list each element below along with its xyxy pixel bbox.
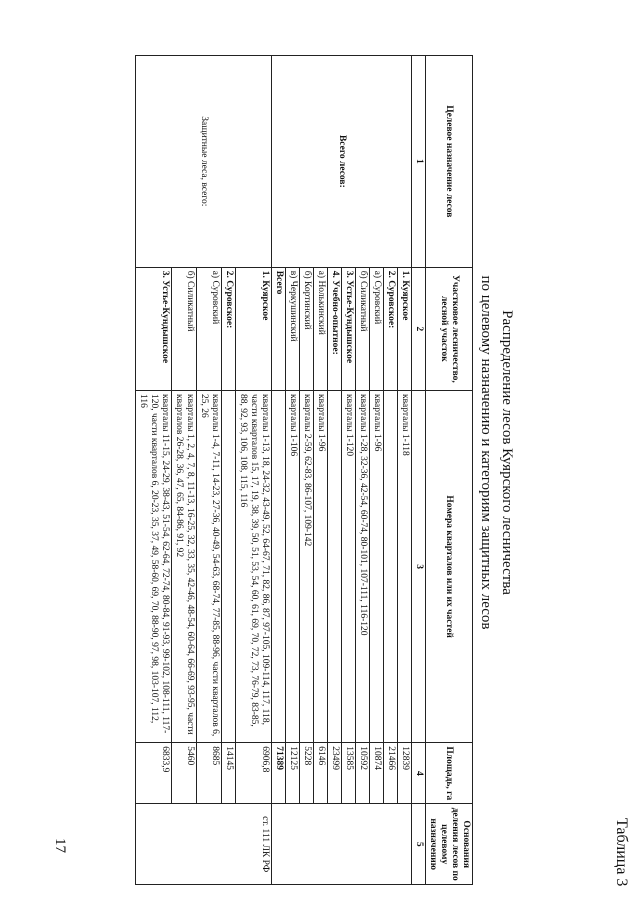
area-cell: 23499: [328, 743, 342, 804]
quarters-cell: кварталы 1-106: [286, 391, 300, 743]
column-number: 3: [412, 391, 426, 743]
district-name: 1. Куярское: [398, 267, 412, 390]
column-number: 1: [412, 56, 426, 268]
area-cell: 14145: [222, 743, 236, 804]
column-number: 5: [412, 804, 426, 885]
basis-cell-empty: [272, 804, 412, 885]
column-header-district: Участковое лесничество, лесной участок: [426, 267, 473, 390]
total-area-cell: 71389: [272, 743, 286, 804]
group-label-protective-forests: Защитные леса, всего:: [136, 56, 272, 268]
quarters-cell: кварталы 1, 2, 4, 7, 8, 11-13, 16-25, 32, 33, 35, 42-46, 48-54, 60-64, 66-69, 93-95, части кварталов 26-28, 36, 47, 65, 84-86, 91, 92: [172, 391, 197, 743]
quarters-cell: кварталы 1-120: [342, 391, 356, 743]
area-cell: 6146: [314, 743, 328, 804]
area-cell: 10874: [370, 743, 384, 804]
district-name: а) Суровский: [370, 267, 384, 390]
quarters-cell: кварталы 1-4, 7-11, 14-23, 27-36, 40-49, 54-63, 68-74, 77-85, 88-96, части кварталов 6, 25, 26: [197, 391, 222, 743]
quarters-cell: [272, 391, 286, 743]
page-number: 17: [52, 838, 68, 853]
area-cell: 21466: [384, 743, 398, 804]
column-number-row: [412, 56, 426, 885]
table-header-row: [426, 56, 473, 885]
forest-distribution-table: [135, 55, 473, 885]
district-name: 2. Суровское:: [384, 267, 398, 390]
group-label-all-forests: Всего лесов:: [272, 56, 412, 268]
district-name: б) Силикатный: [172, 267, 197, 390]
quarters-cell: кварталы 1-96: [314, 391, 328, 743]
district-name: б) Кортинский: [300, 267, 314, 390]
district-name: а) Суровский: [197, 267, 222, 390]
district-name: в) Черкушинский: [286, 267, 300, 390]
document-title: Распределение лесов Куярского лесничества: [499, 310, 515, 595]
area-cell: 13585: [342, 743, 356, 804]
district-name: 2. Суровское:: [222, 267, 236, 390]
quarters-cell: кварталы 2-59, 62-83, 86-107, 109-142: [300, 391, 314, 743]
area-cell: 6906,8: [236, 743, 272, 804]
column-header-quarters: Номера кварталов или их частей: [426, 391, 473, 743]
area-cell: 12125: [286, 743, 300, 804]
area-cell: 12839: [398, 743, 412, 804]
district-name: 4. Учебно-опытное:: [328, 267, 342, 390]
quarters-cell: [384, 391, 398, 743]
district-name: а) Нолькинский: [314, 267, 328, 390]
column-header-area: Площадь, га: [426, 743, 473, 804]
column-header-purpose: Целевое назначение лесов: [426, 56, 473, 268]
table-row: [398, 56, 412, 885]
area-cell: 6833,9: [136, 743, 172, 804]
column-number: 2: [412, 267, 426, 390]
area-cell: 5460: [172, 743, 197, 804]
document-subtitle: по целевому назначению и категориям защитных лесов: [478, 275, 494, 630]
quarters-cell: кварталы 1-13, 18, 24-32, 43-49, 52, 64-67, 71, 82, 86, 87, 97-105, 109-114, 117, 118, части кварталов 15, 17, 19, 38, 39, 50, 51, 53, 54, 60, 61, 69, 70, 72, 73, 76-79, 83-85, 88, 92, 93, 106, 108, 115, 116: [236, 391, 272, 743]
district-name: б) Силикатный: [356, 267, 370, 390]
area-cell: 5228: [300, 743, 314, 804]
quarters-cell: кварталы 1-118: [398, 391, 412, 743]
column-header-basis: Основания деления лесов по целевому назначению: [426, 804, 473, 885]
quarters-cell: [222, 391, 236, 743]
total-label: Всего: [272, 267, 286, 390]
table-number: Таблица 3: [613, 818, 630, 887]
district-name: 1. Куярское: [236, 267, 272, 390]
quarters-cell: кварталы 1-28, 32-36, 42-54, 60-74, 80-101, 107-111, 116-120: [356, 391, 370, 743]
district-name: 3. Устье-Кундышское: [136, 267, 172, 390]
quarters-cell: кварталы 1-96: [370, 391, 384, 743]
table-row: [236, 56, 272, 885]
area-cell: 8685: [197, 743, 222, 804]
quarters-cell: [328, 391, 342, 743]
district-name: 3. Устье-Кундышское: [342, 267, 356, 390]
column-number: 4: [412, 743, 426, 804]
area-cell: 10592: [356, 743, 370, 804]
basis-cell: ст. 111 ЛК РФ: [136, 804, 272, 885]
quarters-cell: кварталы 11-15, 24-29, 38-43, 51-54, 62-64, 72-74, 80-84, 91-93, 99-102, 108-111, 117-120, части кварталов 6, 20-23, 35, 37, 49, 58-60, 69, 70, 88-90, 97, 98, 103-107, 112, 116: [136, 391, 172, 743]
